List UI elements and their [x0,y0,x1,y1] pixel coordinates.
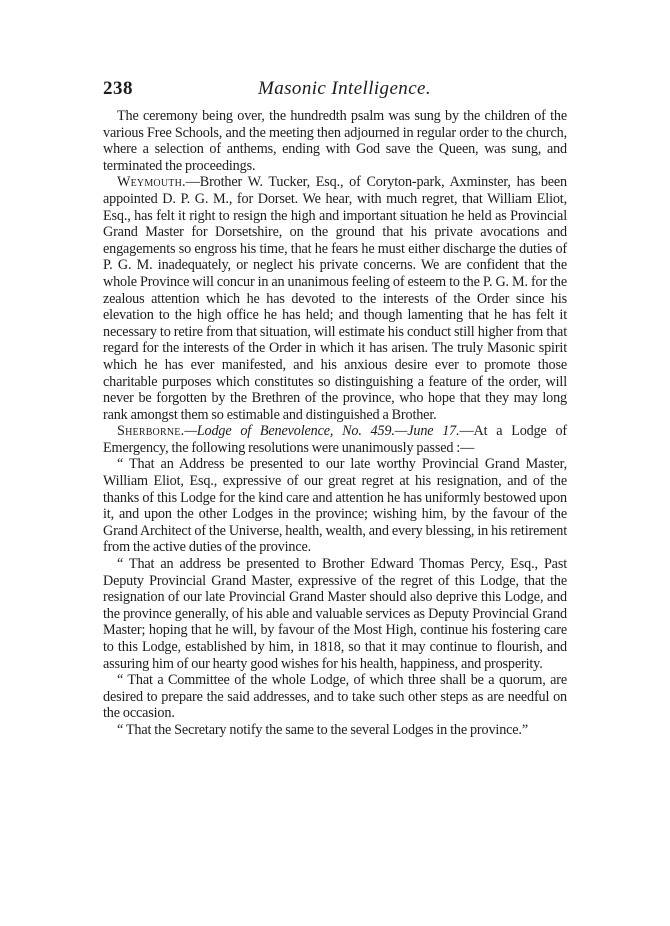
lodge-reference: —Lodge of Benevolence, No. 459.—June 17. [184,423,460,440]
place-heading-sherborne: Sherborne. [117,423,185,440]
resolution-address-eliot [103,456,567,556]
place-heading-weymouth: Weymouth. [117,174,186,191]
paragraph-text: “ That an address be presented to Brother Edward Thomas Percy, Esq., Past Deputy Provincial Grand Master, expressive of the regret of this Lodge, that the resignation of our late Provincial Grand Master should also deprive this Lodge, and the province generally, of his able and valuable services as Deputy Provincial Grand Master; hoping that he will, by favour of the Most High, continue his fostering care to this Lodge, established by him, in 1818, so that it may continue to flourish, and assuring him of our hearty good wishes for his health, happiness, and prosperity. [103,556,567,672]
paragraph-text: “ That a Committee of the whole Lodge, of which three shall be a quorum, are desired to prepare the said addresses, and to take such other steps as are needful on the occasion. [103,672,567,722]
resolution-committee [103,672,567,722]
paragraph-text: “ That the Secretary notify the same to the several Lodges in the province.” [117,721,528,738]
paragraph-weymouth [103,174,567,423]
running-head [103,78,567,108]
paragraph-text: “ That an Address be presented to our late worthy Provincial Grand Master, William Eliot, Esq., expressive of our great regret at his resignation, and of the thanks of this Lodge for the kind care and attention he has uniformly bestowed upon it, and upon the other Lodges in the province; wishing him, by the favour of the Grand Architect of the Universe, health, wealth, and every blessing, in his retirement from the active duties of the province. [103,456,567,556]
paragraph-sherborne [103,423,567,456]
resolution-address-percy [103,556,567,672]
page-number: 238 [103,78,133,99]
paragraph-text: —Brother W. Tucker, Esq., of Coryton-park, Axminster, has been appointed D. P. G. M., for Dorset. We hear, with much regret, that William Eliot, Esq., has felt it right to resign the high and important situation he held as Provincial Grand Master for Dorsetshire, on the ground that his private avocations and engagements so engross his time, that he fears he must either discharge the duties of P. G. M. inadequately, or neglect his private concerns. We are confident that the whole Province will concur in an unanimous feeling of esteem to the P. G. M. for the zealous attention which he has devoted to the interests of the Order since his elevation to the high office he has held; and though lamenting that he has felt it necessary to retire from that situation, will estimate his conduct still higher from that regard for the interests of the Order in which it has arisen. The truly Masonic spirit which he has ever manifested, and his anxious desire ever to promote those charitable purposes which constitutes so distinguishing a feature of the order, will never be forgotten by the Brethren of the province, who hope that they may long rank amongst them so estimable and distinguished a Brother. [103,174,567,423]
paragraph-text: —At a Lodge of Emergency, the following resolutions were unanimously passed :— [103,423,568,456]
paragraph-text: The ceremony being over, the hundredth psalm was sung by the children of the various Free Schools, and the meeting then adjourned in regular order to the church, where a selection of anthems, ending with God save the Queen, was sung, and terminated the proceedings. [103,108,567,174]
book-page [103,78,567,908]
article-body [103,108,567,739]
resolution-secretary [103,722,567,739]
running-title: Masonic Intelligence. [258,78,432,99]
paragraph-ceremony [103,108,567,174]
